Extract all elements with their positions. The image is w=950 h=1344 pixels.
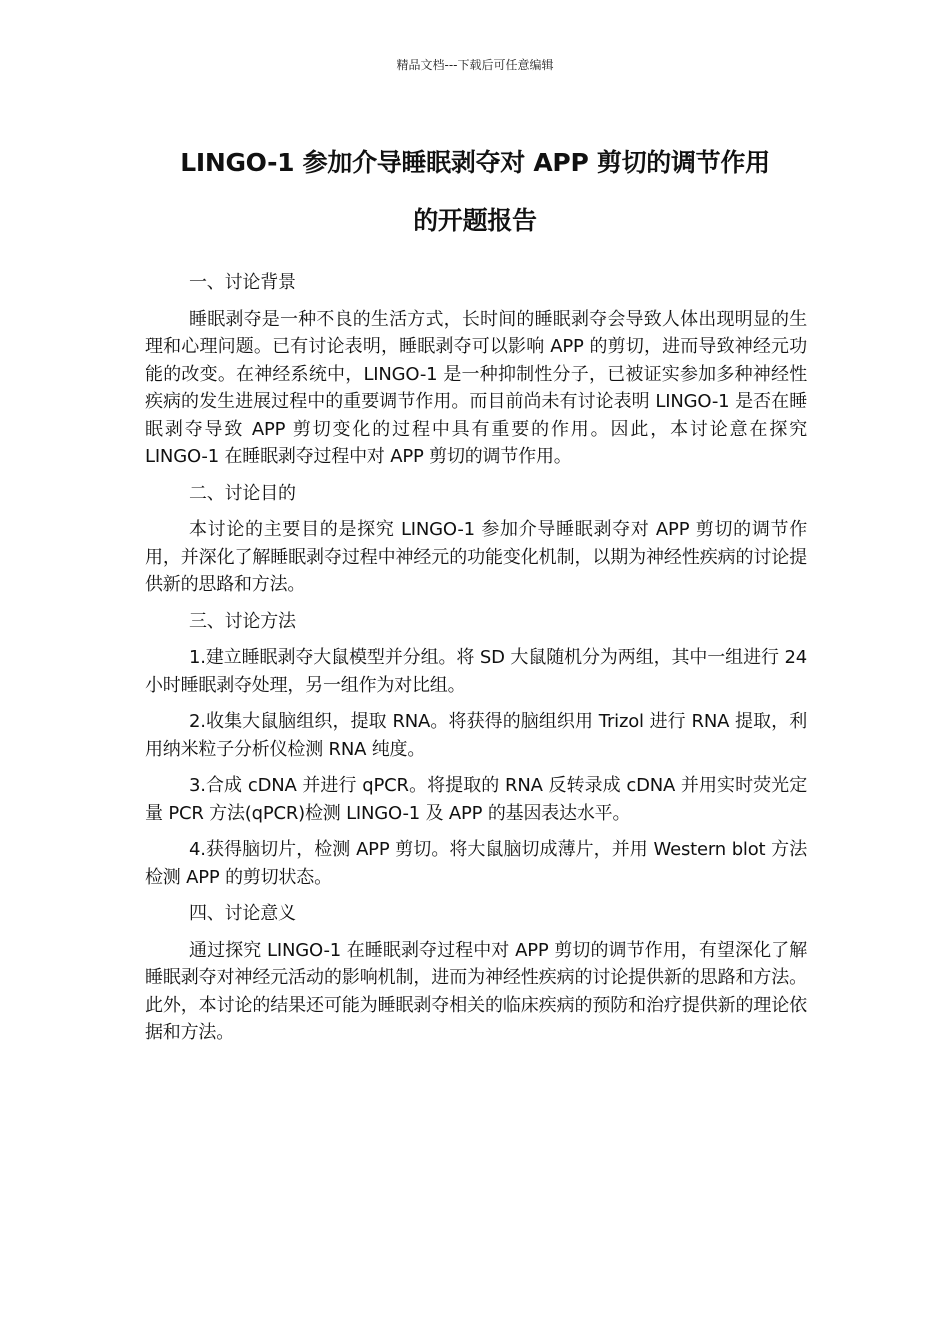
title-line-2: 的开题报告 [413,206,537,235]
paragraph-method-3: 3.合成 cDNA 并进行 qPCR。将提取的 RNA 反转录成 cDNA 并用实时荧光定量 PCR 方法(qPCR)检测 LINGO-1 及 APP 的基因表达水平。 [145,775,807,824]
paragraph-method-4: 4.获得脑切片，检测 APP 剪切。将大鼠脑切成薄片，并用 Western blot 方法检测 APP 的剪切状态。 [145,839,807,888]
document-title [120,134,830,250]
section-heading-purpose: 二、讨论目的 [189,482,296,504]
header-note: 精品文档---下载后可任意编辑 [396,58,554,72]
document-body [145,269,807,1056]
paragraph-purpose: 本讨论的主要目的是探究 LINGO-1 参加介导睡眠剥夺对 APP 剪切的调节作用，并深化了解睡眠剥夺过程中神经元的功能变化机制，以期为神经性疾病的讨论提供新的思路和方法。 [145,519,807,595]
paragraph-significance: 通过探究 LINGO-1 在睡眠剥夺过程中对 APP 剪切的调节作用，有望深化了解睡眠剥夺对神经元活动的影响机制，进而为神经性疾病的讨论提供新的思路和方法。此外，本讨论的结果还可能为睡眠剥夺相关的临床疾病的预防和治疗提供新的理论依据和方法。 [145,939,807,1043]
paragraph-method-1: 1.建立睡眠剥夺大鼠模型并分组。将 SD 大鼠随机分为两组，其中一组进行 24 小时睡眠剥夺处理，另一组作为对比组。 [145,647,807,696]
section-heading-background: 一、讨论背景 [189,272,296,293]
section-heading-methods: 三、讨论方法 [189,610,296,632]
paragraph-background: 睡眠剥夺是一种不良的生活方式，长时间的睡眠剥夺会导致人体出现明显的生理和心理问题。已有讨论表明，睡眠剥夺可以影响 APP 的剪切，进而导致神经元功能的改变。在神经系统中，LINGO-1 是一种抑制性分子，已被证实参加多种神经性疾病的发生进展过程中的重要调节作用。而目前尚未有讨论表明 LINGO-1 是否在睡眠剥夺导致 APP 剪切变化的过程中具有重要的作用。因此，本讨论意在探究 LINGO-1 在睡眠剥夺过程中对 APP 剪切的调节作用。 [145,308,807,467]
paragraph-method-2: 2.收集大鼠脑组织，提取 RNA。将获得的脑组织用 Trizol 进行 RNA 提取，利用纳米粒子分析仪检测 RNA 纯度。 [145,711,807,760]
section-heading-significance: 四、讨论意义 [189,903,296,924]
title-line-1: LINGO-1 参加介导睡眠剥夺对 APP 剪切的调节作用 [180,148,770,177]
